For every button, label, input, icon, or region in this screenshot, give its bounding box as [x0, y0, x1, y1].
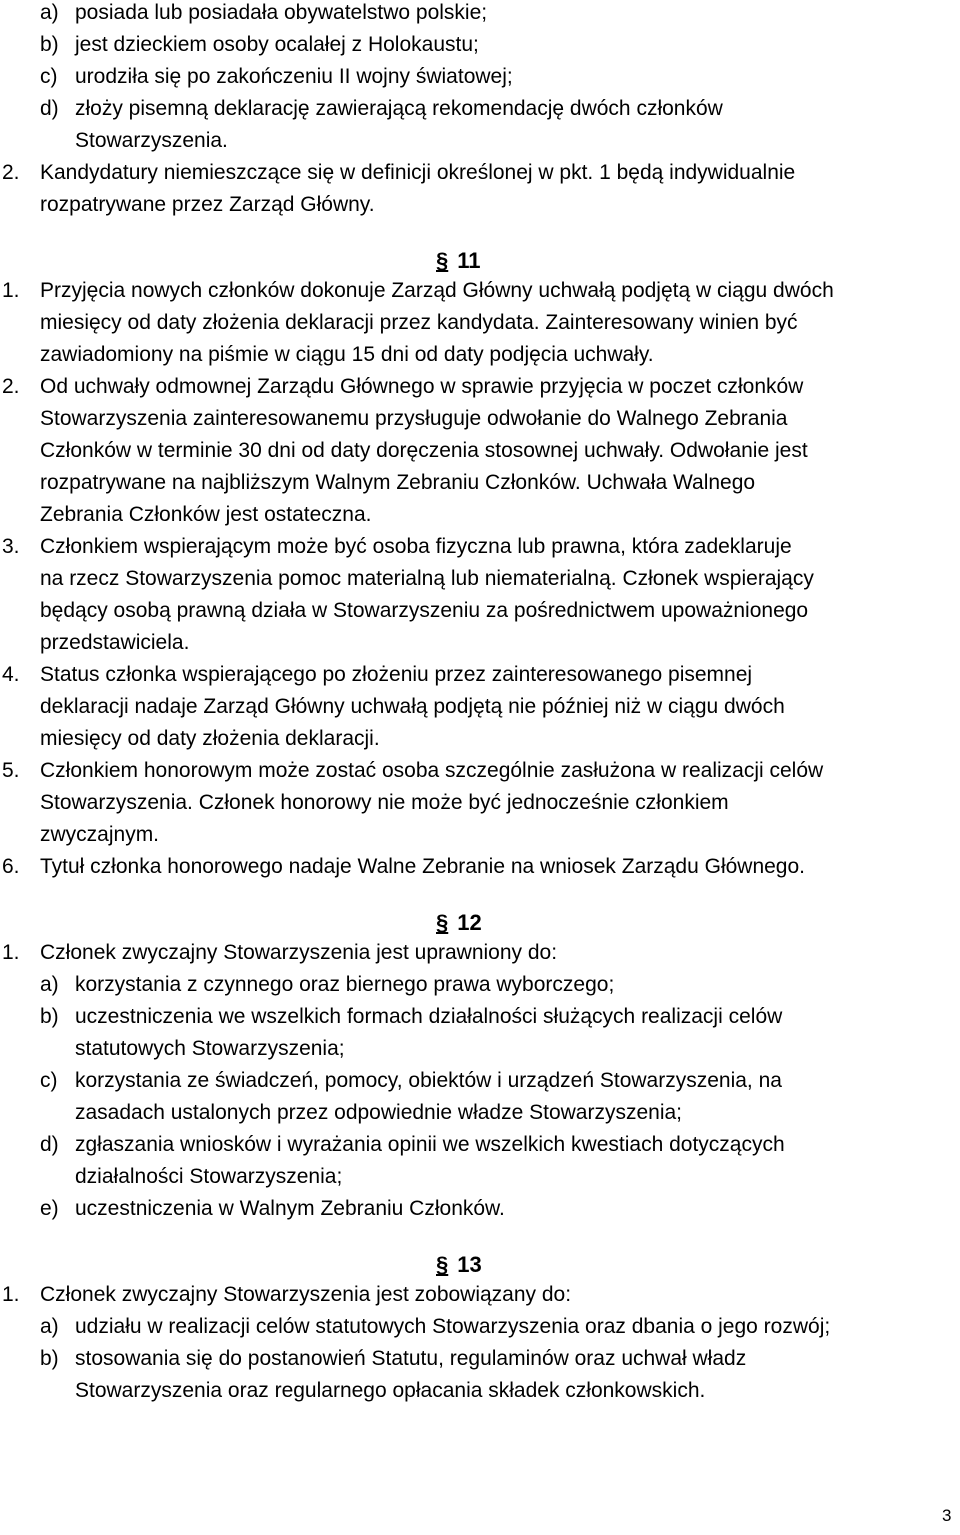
list-item-line: Stowarzyszenia oraz regularnego opłacania składek członkowskich. [75, 1379, 706, 1402]
paragraph-line: miesięcy od daty złożenia deklaracji przez kandydata. Zainteresowany winien być [40, 311, 798, 334]
section-number: 11 [457, 248, 481, 273]
paragraph-line: Przyjęcia nowych członków dokonuje Zarząd Główny uchwałą podjętą w ciągu dwóch [40, 279, 834, 302]
list-label: b) [40, 1005, 59, 1028]
section-symbol: § [436, 1252, 449, 1277]
paragraph-line: Członków w terminie 30 dni od daty doręczenia stosownej uchwały. Odwołanie jest [40, 439, 808, 462]
paragraph-line: rozpatrywane przez Zarząd Główny. [40, 193, 375, 216]
list-label: c) [40, 1069, 58, 1092]
paragraph-line: Kandydatury niemieszczące się w definicji określonej w pkt. 1 będą indywidualnie [40, 161, 796, 184]
paragraph-line: Od uchwały odmownej Zarządu Głównego w sprawie przyjęcia w poczet członków [40, 375, 804, 398]
list-label: a) [40, 1315, 59, 1338]
list-item-line: statutowych Stowarzyszenia; [75, 1037, 345, 1060]
paragraph-line: zwyczajnym. [40, 823, 160, 846]
paragraph-line: Członkiem wspierającym może być osoba fizyczna lub prawna, która zadeklaruje [40, 535, 792, 558]
list-item-d-line: złoży pisemną deklarację zawierającą rekomendację dwóch członków [75, 97, 723, 120]
section-number: 13 [457, 1252, 482, 1277]
section-heading-13 [436, 1252, 482, 1278]
list-item-a: posiada lub posiadała obywatelstwo polskie; [75, 1, 488, 24]
paragraph-line: zawiadomiony na piśmie w ciągu 15 dni od daty podjęcia uchwały. [40, 343, 654, 366]
paragraph-number: 3. [2, 535, 20, 558]
list-label: c) [40, 65, 58, 88]
paragraph-line: Tytuł członka honorowego nadaje Walne Zebranie na wniosek Zarządu Głównego. [40, 855, 806, 878]
list-item-line: zasadach ustalonych przez odpowiednie władze Stowarzyszenia; [75, 1101, 683, 1124]
list-item-b: jest dzieckiem osoby ocalałej z Holokaustu; [75, 33, 479, 56]
list-item-line: udziału w realizacji celów statutowych Stowarzyszenia oraz dbania o jego rozwój; [75, 1315, 831, 1338]
section-heading-11 [436, 248, 481, 274]
list-label: e) [40, 1197, 59, 1220]
paragraph-number: 2. [2, 161, 20, 184]
paragraph-line: Status członka wspierającego po złożeniu przez zainteresowanego pisemnej [40, 663, 753, 686]
paragraph-line: przedstawiciela. [40, 631, 190, 654]
list-label: b) [40, 1347, 59, 1370]
paragraph-number: 1. [2, 279, 20, 302]
list-item-line: zgłaszania wniosków i wyrażania opinii we wszelkich kwestiach dotyczących [75, 1133, 785, 1156]
paragraph-line: miesięcy od daty złożenia deklaracji. [40, 727, 380, 750]
paragraph-number: 4. [2, 663, 20, 686]
section-symbol: § [436, 248, 449, 273]
section-heading-12 [436, 910, 482, 936]
paragraph-line: na rzecz Stowarzyszenia pomoc materialną lub niematerialną. Członek wspierający [40, 567, 814, 590]
list-item-line: uczestniczenia we wszelkich formach działalności służących realizacji celów [75, 1005, 783, 1028]
paragraph-line: Członkiem honorowym może zostać osoba szczególnie zasłużona w realizacji celów [40, 759, 824, 782]
list-label: b) [40, 33, 59, 56]
paragraph-line: będący osobą prawną działa w Stowarzyszeniu za pośrednictwem upoważnionego [40, 599, 809, 622]
list-item-line: uczestniczenia w Walnym Zebraniu Członków. [75, 1197, 505, 1220]
list-item-line: korzystania z czynnego oraz biernego prawa wyborczego; [75, 973, 615, 996]
list-label: a) [40, 973, 59, 996]
list-item-line: korzystania ze świadczeń, pomocy, obiektów i urządzeń Stowarzyszenia, na [75, 1069, 782, 1092]
list-label: d) [40, 1133, 59, 1156]
paragraph-number: 2. [2, 375, 20, 398]
paragraph-line: Członek zwyczajny Stowarzyszenia jest zobowiązany do: [40, 1283, 572, 1306]
list-label: a) [40, 1, 59, 24]
list-item-line: stosowania się do postanowień Statutu, regulaminów oraz uchwał władz [75, 1347, 747, 1370]
list-item-line: działalności Stowarzyszenia; [75, 1165, 343, 1188]
paragraph-number: 5. [2, 759, 20, 782]
paragraph-number: 1. [2, 1283, 20, 1306]
paragraph-line: rozpatrywane na najbliższym Walnym Zebraniu Członków. Uchwała Walnego [40, 471, 756, 494]
paragraph-line: Członek zwyczajny Stowarzyszenia jest uprawniony do: [40, 941, 558, 964]
list-item-c: urodziła się po zakończeniu II wojny światowej; [75, 65, 513, 88]
paragraph-line: Zebrania Członków jest ostateczna. [40, 503, 372, 526]
list-label: d) [40, 97, 59, 120]
paragraph-line: deklaracji nadaje Zarząd Główny uchwałą podjętą nie później niż w ciągu dwóch [40, 695, 785, 718]
section-number: 12 [457, 910, 482, 935]
page-number: 3 [942, 1506, 952, 1525]
paragraph-number: 6. [2, 855, 20, 878]
paragraph-number: 1. [2, 941, 20, 964]
list-item-d-line: Stowarzyszenia. [75, 129, 228, 152]
section-symbol: § [436, 910, 449, 935]
paragraph-line: Stowarzyszenia. Członek honorowy nie może być jednocześnie członkiem [40, 791, 729, 814]
paragraph-line: Stowarzyszenia zainteresowanemu przysługuje odwołanie do Walnego Zebrania [40, 407, 788, 430]
